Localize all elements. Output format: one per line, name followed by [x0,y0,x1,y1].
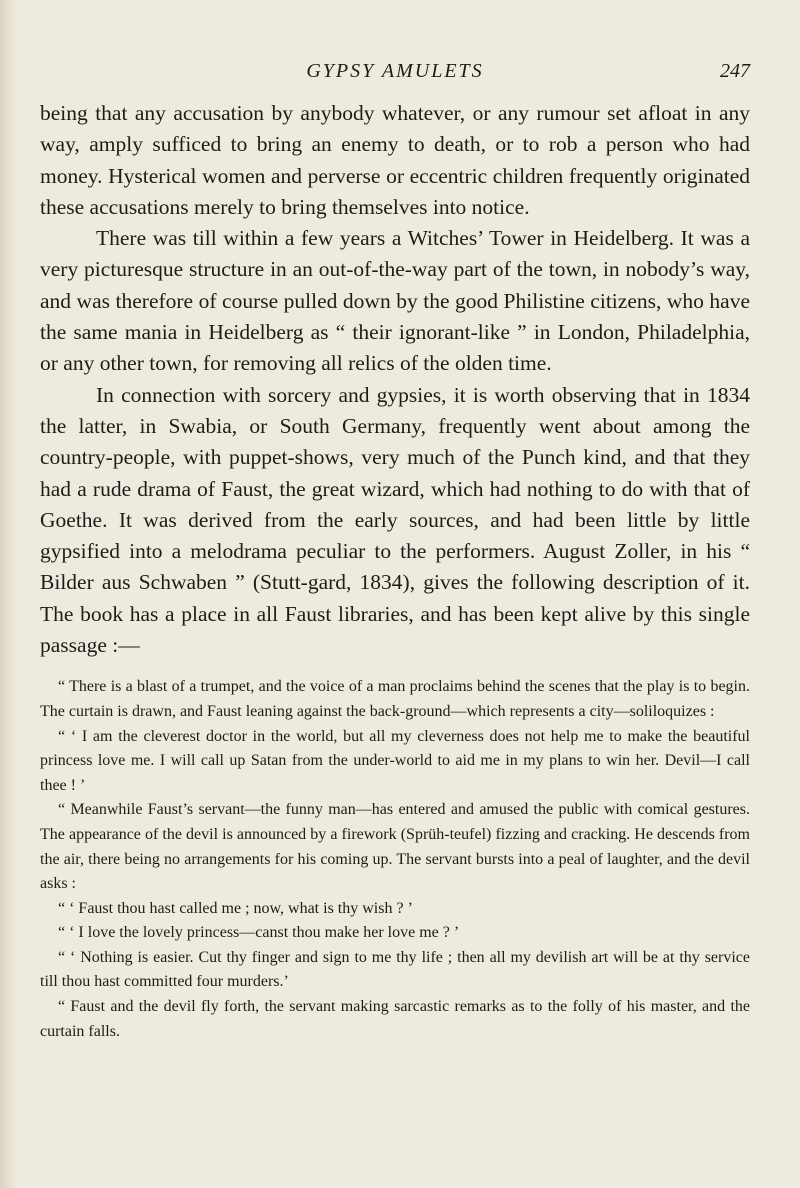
page-edge-shadow [0,0,18,1188]
block-quotation [40,675,750,1044]
page-number: 247 [720,60,750,82]
page-header [40,58,750,98]
quote-paragraph: “ ‘ Faust thou hast called me ; now, what is thy wish ? ’ [58,899,413,917]
body-paragraph: In connection with sorcery and gypsies, it is worth observing that in 1834 the latter, in Swabia, or South Germany, frequently went about among the country-people, with puppet-shows, very much of the Punch kind, and that they had a rude drama of Faust, the great wizard, which had nothing to do with that of Goethe. It was derived from the early sources, and had been little by little gypsified into a melodrama peculiar to the performers. August Zoller, in his “ Bilder aus Schwaben ” (Stutt-gard, 1834), gives the following description of it. The book has a place in all Faust libraries, and has been kept alive by this single passage :— [40,382,750,658]
book-page [40,58,750,1044]
body-paragraph: being that any accusation by anybody whatever, or any rumour set afloat in any way, amply sufficed to bring an enemy to death, or to rob a person who had money. Hysterical women and perverse or eccentric children frequently originated these accusations merely to bring themselves into notice. [40,101,750,219]
running-title: GYPSY AMULETS [306,60,484,82]
body-text [40,98,750,661]
quote-paragraph: “ ‘ Nothing is easier. Cut thy finger and sign to me thy life ; then all my devilish art will be at thy service till thou hast committed four murders.’ [40,948,750,991]
quote-paragraph: “ There is a blast of a trumpet, and the voice of a man proclaims behind the scenes that the play is to begin. The curtain is drawn, and Faust leaning against the back-ground—which represents a city—soliloquizes : [40,678,750,720]
quote-paragraph: “ Faust and the devil fly forth, the servant making sarcastic remarks as to the folly of his master, and the curtain falls. [40,998,750,1040]
body-paragraph: There was till within a few years a Witches’ Tower in Heidelberg. It was a very picturesque structure in an out-of-the-way part of the town, in nobody’s way, and was therefore of course pulled down by the good Philistine citizens, who have the same mania in Heidelberg as “ their ignorant-like ” in London, Philadelphia, or any other town, for removing all relics of the olden time. [40,226,750,376]
quote-paragraph: “ Meanwhile Faust’s servant—the funny man—has entered and amused the public with comical gestures. The appearance of the devil is announced by a firework (Sprüh-teufel) fizzing and cracking. He descends from the air, there being no arrangements for his coming up. The servant bursts into a peal of laughter, and the devil asks : [40,801,750,893]
quote-paragraph: “ ‘ I am the cleverest doctor in the world, but all my cleverness does not help me to make the beautiful princess love me. I will call up Satan from the under-world to aid me in my plans to win her. Devil—I call thee ! ’ [40,727,750,794]
quote-paragraph: “ ‘ I love the lovely princess—canst thou make her love me ? ’ [58,924,460,942]
